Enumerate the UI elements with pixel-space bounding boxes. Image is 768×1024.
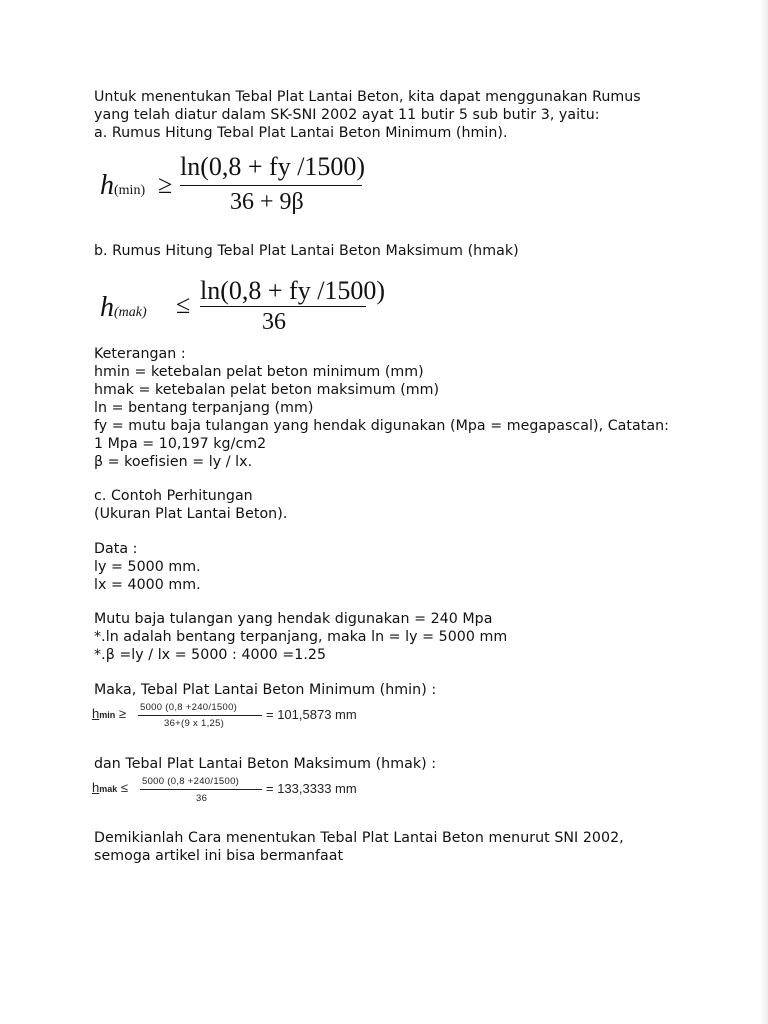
contoh-subheading: (Ukuran Plat Lantai Beton). — [94, 506, 288, 522]
formula-hmak-denominator: 36 — [262, 309, 286, 335]
formula-hmak-numerator: ln(0,8 + fy /1500) — [200, 276, 386, 305]
result-min-numerator: 5000 (0,8 +240/1500) — [140, 702, 238, 713]
keterangan-line: fy = mutu baja tulangan yang hendak digunakan (Mpa = megapascal), Catatan: — [94, 418, 669, 434]
result-min-fraction-bar — [138, 715, 262, 716]
formula-hmak-relation: ≤ — [176, 290, 191, 319]
formula-hmak-lhs: h(mak) — [100, 292, 147, 323]
item-b-heading: b. Rumus Hitung Tebal Plat Lantai Beton Maksimum (hmak) — [94, 243, 519, 259]
result-max-fraction-bar — [140, 789, 262, 790]
formula-hmin-relation: ≥ — [158, 170, 173, 199]
keterangan-line: hmin = ketebalan pelat beton minimum (mm) — [94, 364, 424, 380]
intro-line-2: yang telah diatur dalam SK-SNI 2002 ayat 11 butir 5 sub butir 3, yaitu: — [94, 107, 600, 123]
formula-hmak-fraction-bar — [200, 306, 366, 307]
keterangan-line: β = koefisien = ly / lx. — [94, 454, 253, 470]
formula-hmin-lhs: h(min) — [100, 170, 146, 201]
item-a-heading: a. Rumus Hitung Tebal Plat Lantai Beton Minimum (hmin). — [94, 125, 508, 141]
result-max-numerator: 5000 (0,8 +240/1500) — [142, 776, 240, 787]
data-ly: ly = 5000 mm. — [94, 559, 201, 575]
data-heading: Data : — [94, 541, 138, 557]
result-min-formula — [92, 700, 382, 736]
result-max-formula — [92, 774, 382, 810]
result-min-label: Maka, Tebal Plat Lantai Beton Minimum (hmin) : — [94, 682, 437, 698]
conclusion-line-1: Demikianlah Cara menentukan Tebal Plat Lantai Beton menurut SNI 2002, — [94, 830, 624, 846]
keterangan-line: hmak = ketebalan pelat beton maksimum (mm) — [94, 382, 440, 398]
result-min-denominator: 36+(9 x 1,25) — [164, 718, 225, 729]
result-max-value: = 133,3333 mm — [266, 781, 357, 796]
contoh-heading: c. Contoh Perhitungan — [94, 488, 253, 504]
keterangan-line: ln = bentang terpanjang (mm) — [94, 400, 314, 416]
page-edge-shadow — [760, 0, 768, 1024]
result-min-value: = 101,5873 mm — [266, 707, 357, 722]
calc-line-1: Mutu baja tulangan yang hendak digunakan = 240 Mpa — [94, 611, 493, 627]
keterangan-line: 1 Mpa = 10,197 kg/cm2 — [94, 436, 267, 452]
formula-hmin — [100, 152, 380, 222]
keterangan-heading: Keterangan : — [94, 346, 186, 362]
result-max-label: dan Tebal Plat Lantai Beton Maksimum (hmak) : — [94, 756, 437, 772]
formula-hmak — [100, 276, 386, 338]
formula-hmin-numerator: ln(0,8 + fy /1500) — [180, 152, 366, 181]
result-max-lhs: hmak ≤ — [92, 780, 129, 795]
calc-line-3: *.β =ly / lx = 5000 : 4000 =1.25 — [94, 647, 327, 663]
formula-hmin-denominator: 36 + 9β — [230, 189, 304, 215]
result-min-lhs: hmin ≥ — [92, 706, 127, 721]
formula-hmin-fraction-bar — [180, 185, 362, 186]
data-lx: lx = 4000 mm. — [94, 577, 201, 593]
calc-line-2: *.ln adalah bentang terpanjang, maka ln = ly = 5000 mm — [94, 629, 508, 645]
intro-line-1: Untuk menentukan Tebal Plat Lantai Beton, kita dapat menggunakan Rumus — [94, 89, 641, 105]
conclusion-line-2: semoga artikel ini bisa bermanfaat — [94, 848, 344, 864]
result-max-denominator: 36 — [196, 793, 208, 804]
